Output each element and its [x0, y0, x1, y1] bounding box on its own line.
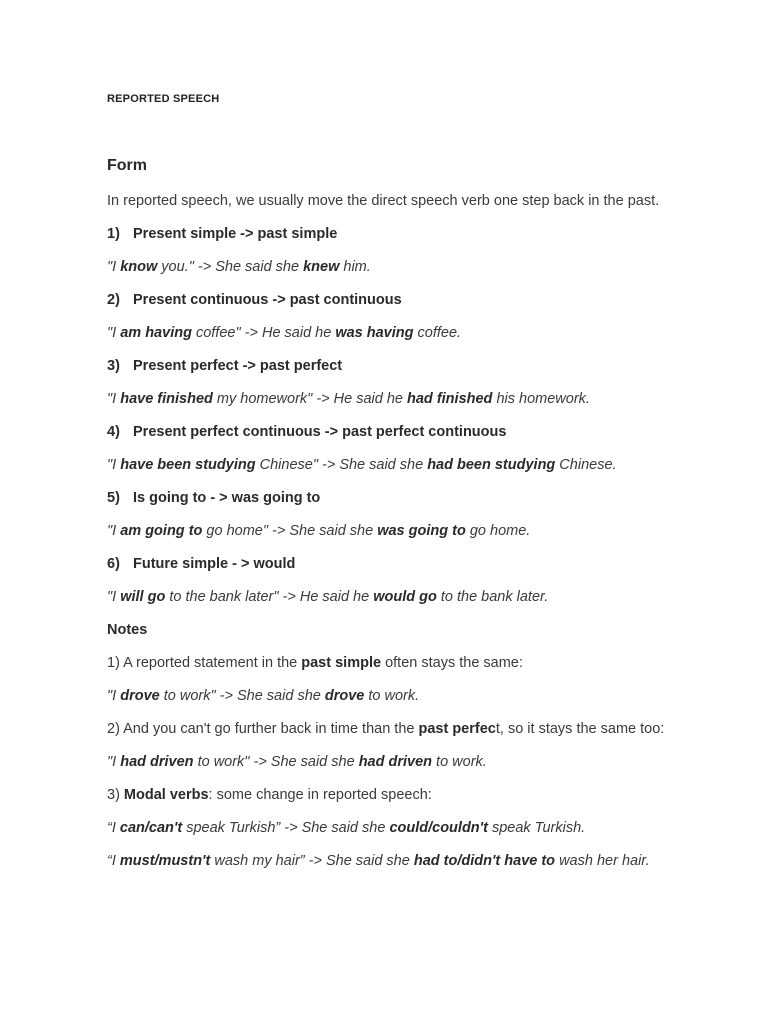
example-text: Chinese. [555, 457, 617, 473]
example-verb: am going to [120, 523, 203, 539]
note-paragraph [107, 786, 667, 805]
example-verb: have finished [120, 391, 213, 407]
example-text: you." -> She said she [157, 259, 304, 275]
rule-heading [107, 555, 667, 574]
emphasis-text: drove [324, 688, 365, 704]
rule-example [107, 456, 667, 475]
rule-label: Is going to - > was going to [133, 490, 321, 506]
example-text: "I [107, 259, 121, 275]
notes-heading: Notes [107, 622, 148, 638]
rule-number: 2) [107, 292, 120, 308]
rule-example [107, 324, 667, 343]
rule-heading [107, 489, 667, 508]
notes-list [107, 654, 667, 871]
rule-example [107, 588, 667, 607]
example-verb: was going to [377, 523, 466, 539]
rule-number: 4) [107, 424, 120, 440]
rule-example [107, 390, 667, 409]
note-text: often stays the same: [381, 655, 523, 671]
rule-label: Present perfect -> past perfect [133, 358, 343, 374]
emphasis-text: had driven [120, 754, 194, 770]
note-text: to work" -> She said she [193, 754, 359, 770]
rules-list [107, 225, 667, 607]
note-example [107, 687, 667, 706]
example-verb: had been studying [427, 457, 556, 473]
emphasis-text: Modal verbs [123, 787, 209, 803]
note-text: 3) [107, 787, 124, 803]
note-text: "I [107, 688, 121, 704]
rule-label: Present simple -> past simple [133, 226, 338, 242]
example-text: coffee. [413, 325, 462, 341]
note-paragraph [107, 654, 667, 673]
rule-number: 5) [107, 490, 120, 506]
note-text: to work. [432, 754, 487, 770]
rule-heading [107, 291, 667, 310]
example-verb: will go [120, 589, 166, 605]
example-text: go home. [465, 523, 531, 539]
example-verb: know [120, 259, 158, 275]
example-text: "I [107, 391, 121, 407]
note-text: 1) A reported statement in the [107, 655, 302, 671]
example-text: Chinese" -> She said she [255, 457, 428, 473]
rule-number: 1) [107, 226, 120, 242]
note-text: to work" -> She said she [159, 688, 325, 704]
rule-label: Present continuous -> past continuous [133, 292, 402, 308]
rule-heading [107, 225, 667, 244]
note-text: “I [107, 853, 120, 869]
emphasis-text: past perfec [418, 721, 496, 737]
emphasis-text: can/can't [119, 820, 183, 836]
emphasis-text: must/mustn't [119, 853, 211, 869]
note-text: 2) And you can't go further back in time than the [107, 721, 419, 737]
example-verb: had finished [407, 391, 493, 407]
rule-example [107, 522, 667, 541]
note-example [107, 852, 667, 871]
note-text: wash her hair. [555, 853, 650, 869]
emphasis-text: had driven [358, 754, 433, 770]
intro-paragraph: In reported speech, we usually move the direct speech verb one step back in the past. [107, 193, 660, 209]
example-verb: am having [120, 325, 192, 341]
example-text: coffee" -> He said he [191, 325, 336, 341]
rule-heading [107, 357, 667, 376]
example-verb: have been studying [120, 457, 256, 473]
note-text: "I [107, 754, 121, 770]
rule-number: 3) [107, 358, 120, 374]
note-text: “I [107, 820, 120, 836]
example-text: go home" -> She said she [202, 523, 378, 539]
example-text: "I [107, 457, 121, 473]
example-text: my homework" -> He said he [212, 391, 408, 407]
rule-example [107, 258, 667, 277]
note-example [107, 753, 667, 772]
example-verb: was having [335, 325, 414, 341]
form-heading: Form [107, 157, 147, 174]
document-title: REPORTED SPEECH [107, 93, 220, 105]
example-verb: knew [303, 259, 340, 275]
note-text: wash my hair” -> She said she [210, 853, 414, 869]
emphasis-text: had to/didn't have to [413, 853, 556, 869]
note-text: speak Turkish” -> She said she [182, 820, 390, 836]
rule-heading [107, 423, 667, 442]
rule-label: Future simple - > would [133, 556, 296, 572]
example-text: to the bank later" -> He said he [165, 589, 374, 605]
note-text: t, so it stays the same too: [495, 721, 665, 737]
emphasis-text: could/couldn't [389, 820, 488, 836]
rule-label: Present perfect continuous -> past perfect continuous [133, 424, 507, 440]
note-text: speak Turkish. [487, 820, 586, 836]
example-text: to the bank later. [436, 589, 549, 605]
example-text: "I [107, 523, 121, 539]
note-example [107, 819, 667, 838]
example-verb: would go [373, 589, 437, 605]
emphasis-text: drove [120, 688, 160, 704]
example-text: his homework. [492, 391, 590, 407]
example-text: him. [339, 259, 371, 275]
example-text: "I [107, 325, 121, 341]
note-paragraph [107, 720, 667, 739]
emphasis-text: past simple [301, 655, 382, 671]
rule-number: 6) [107, 556, 120, 572]
note-text: : some change in reported speech: [208, 787, 432, 803]
document-body [107, 192, 667, 885]
example-text: "I [107, 589, 121, 605]
note-text: to work. [364, 688, 420, 704]
